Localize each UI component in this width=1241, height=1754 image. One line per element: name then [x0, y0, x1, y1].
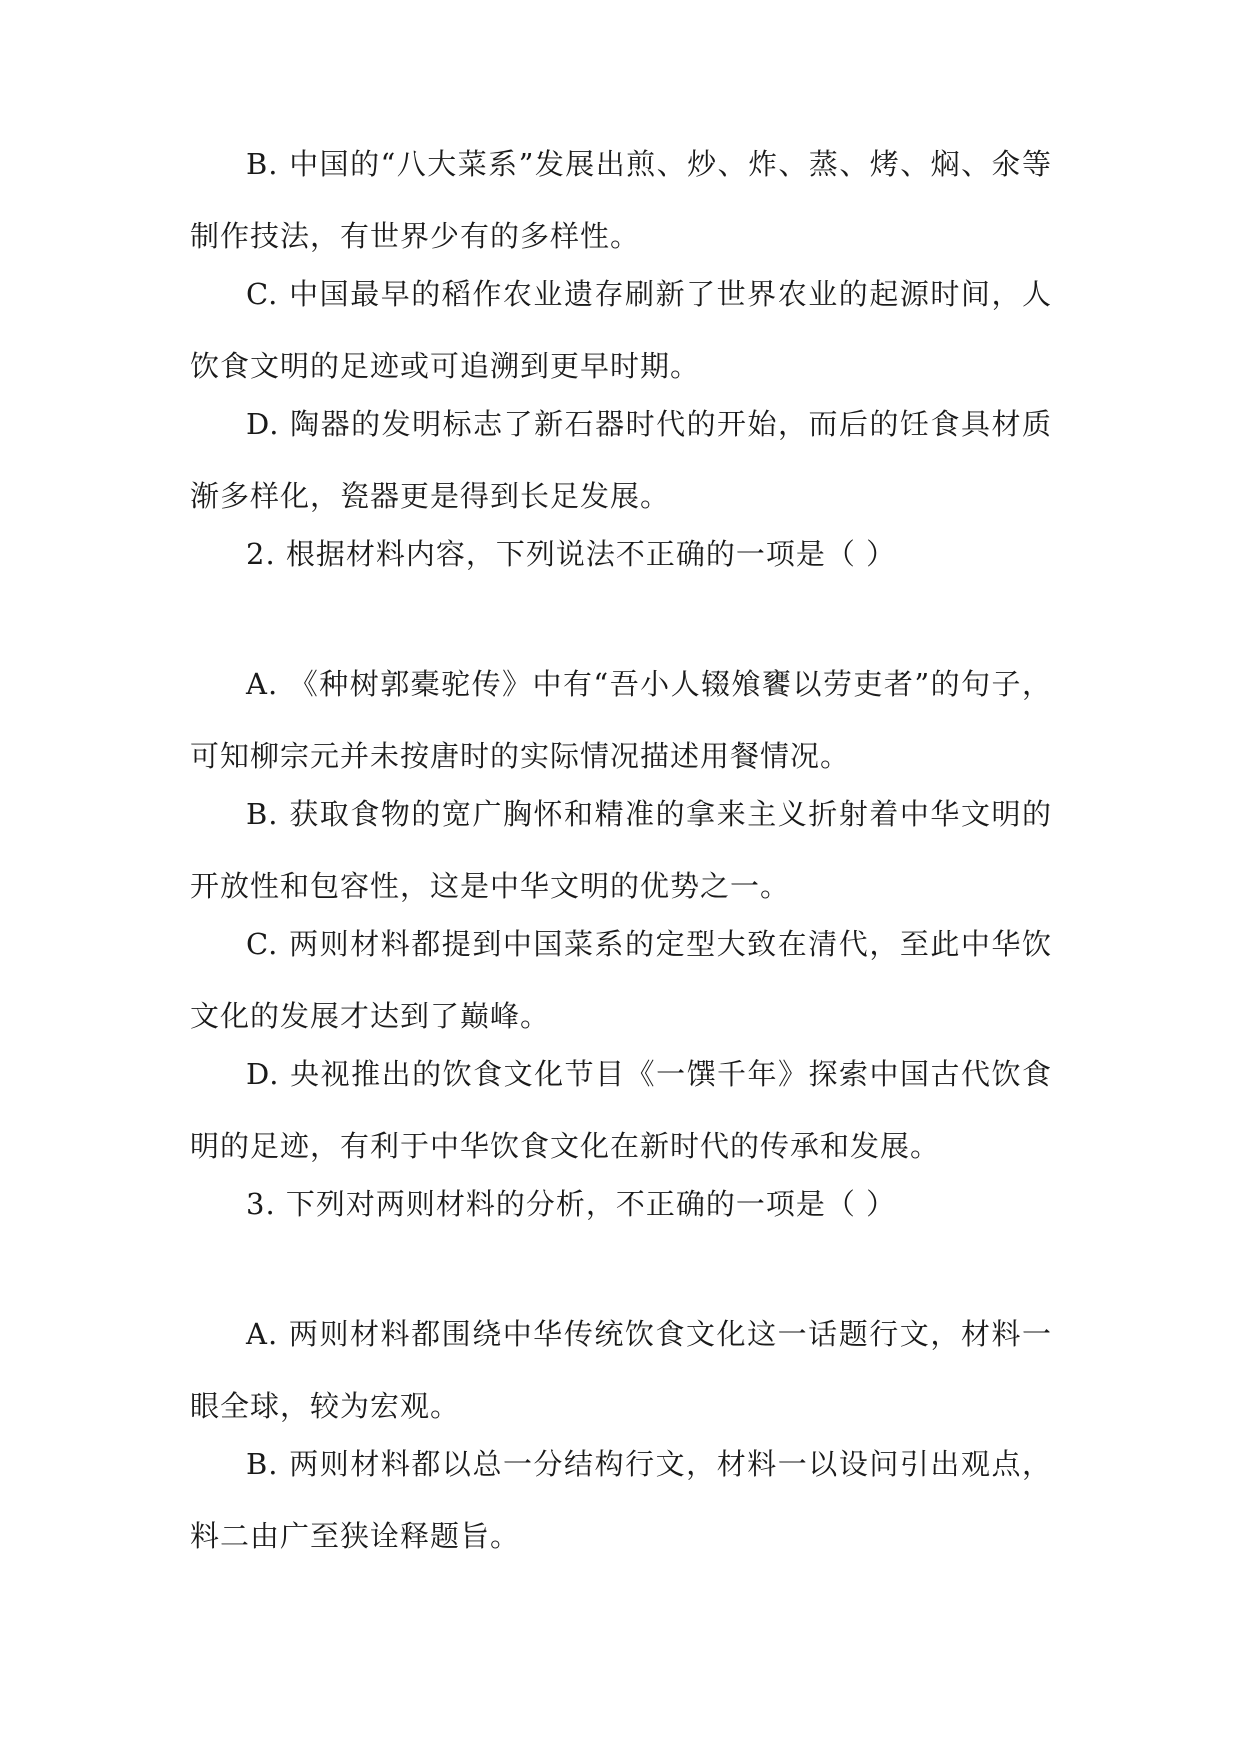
text-line: B. 两则材料都以总一分结构行文，材料一以设问引出观点， — [246, 1447, 1052, 1481]
question-stem: 3. 下列对两则材料的分析，不正确的一项是（ ） — [246, 1187, 897, 1221]
paragraph-question-2 — [190, 518, 1052, 590]
text-line: D. 陶器的发明标志了新石器时代的开始，而后的饪食具材质 — [246, 407, 1052, 441]
text-line: 开放性和包容性，这是中华文明的优势之一。 — [190, 869, 791, 903]
paragraph-q3-option-b — [190, 1428, 1052, 1572]
paragraph-q2-option-a — [190, 648, 1052, 792]
text-line: 料二由广至狭诠释题旨。 — [190, 1519, 521, 1553]
text-line: 可知柳宗元并未按唐时的实际情况描述用餐情况。 — [190, 739, 851, 773]
paragraph-q1-option-c — [190, 258, 1052, 402]
text-line: A. 《种树郭橐驼传》中有“吾小人辍飧饔以劳吏者”的句子， — [246, 667, 1052, 701]
text-line: 饮食文明的足迹或可追溯到更早时期。 — [190, 349, 701, 383]
text-line: 渐多样化，瓷器更是得到长足发展。 — [190, 479, 671, 513]
paragraph-q1-option-d — [190, 388, 1052, 532]
text-line: A. 两则材料都围绕中华传统饮食文化这一话题行文，材料一 — [246, 1317, 1052, 1351]
paragraph-q2-option-c — [190, 908, 1052, 1052]
paragraph-q2-option-d — [190, 1038, 1052, 1182]
text-line: B. 中国的“八大菜系”发展出煎、炒、炸、蒸、烤、焖、氽等 — [246, 147, 1052, 181]
text-line: D. 央视推出的饮食文化节目《一馔千年》探索中国古代饮食 — [246, 1057, 1052, 1091]
text-line: 明的足迹，有利于中华饮食文化在新时代的传承和发展。 — [190, 1129, 941, 1163]
question-stem: 2. 根据材料内容，下列说法不正确的一项是（ ） — [246, 537, 897, 571]
text-line: 眼全球，较为宏观。 — [190, 1389, 461, 1423]
text-line: C. 中国最早的稻作农业遗存刷新了世界农业的起源时间，人 — [246, 277, 1052, 311]
paragraph-question-3 — [190, 1168, 1052, 1240]
paragraph-q3-option-a — [190, 1298, 1052, 1442]
text-line: 制作技法，有世界少有的多样性。 — [190, 219, 641, 253]
text-line: B. 获取食物的宽广胸怀和精准的拿来主义折射着中华文明的 — [246, 797, 1052, 831]
text-line: C. 两则材料都提到中国菜系的定型大致在清代，至此中华饮 — [246, 927, 1052, 961]
paragraph-q2-option-b — [190, 778, 1052, 922]
text-line: 文化的发展才达到了巅峰。 — [190, 999, 551, 1033]
paragraph-q1-option-b — [190, 128, 1052, 272]
